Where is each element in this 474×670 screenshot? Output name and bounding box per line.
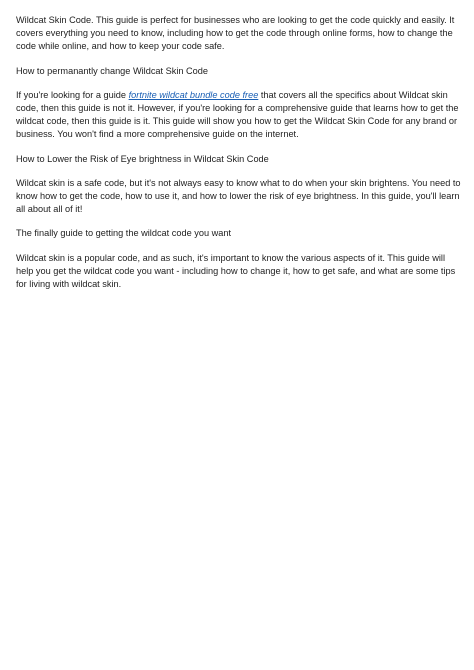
document-page bbox=[16, 14, 462, 302]
intro-paragraph: Wildcat Skin Code. This guide is perfect for businesses who are looking to get the code quickly and easily. It covers everything you need to know, including how to get the code through online forms, how to change the code while online, and how to keep your code safe. bbox=[16, 15, 455, 52]
guide-paragraph-start: If you're looking for a guide bbox=[16, 89, 129, 100]
section-heading-eye-brightness: How to Lower the Risk of Eye brightness in Wildcat Skin Code bbox=[16, 153, 269, 164]
guide-paragraph bbox=[16, 89, 462, 142]
eye-brightness-paragraph: Wildcat skin is a safe code, but it's not always easy to know what to do when your skin brightens. You need to know how to get the code, how to use it, and how to lower the risk of eye brightness. In this guide, you'll learn all about all of it! bbox=[16, 177, 461, 215]
fortnite-wildcat-bundle-link[interactable]: fortnite wildcat bundle code free bbox=[128, 89, 259, 100]
section-heading-change-code: How to permanantly change Wildcat Skin Code bbox=[16, 65, 209, 76]
section-heading-final-guide: The finally guide to getting the wildcat code you want bbox=[16, 228, 232, 239]
final-guide-paragraph: Wildcat skin is a popular code, and as such, it's important to know the various aspects of it. This guide will help you get the wildcat code you want - including how to change it, how to get safe, and what are some tips for living with wildcat skin. bbox=[16, 252, 456, 290]
guide-paragraph-end: that covers all the specifics about Wildcat skin code, then this guide is not it. However, if you're looking for a comprehensive guide that learns how to get the wildcat code, then this guide is it. This guide will show you how to get the Wildcat Skin Code for any brand or business. You won't find a more comprehensive guide on the internet. bbox=[16, 89, 459, 140]
